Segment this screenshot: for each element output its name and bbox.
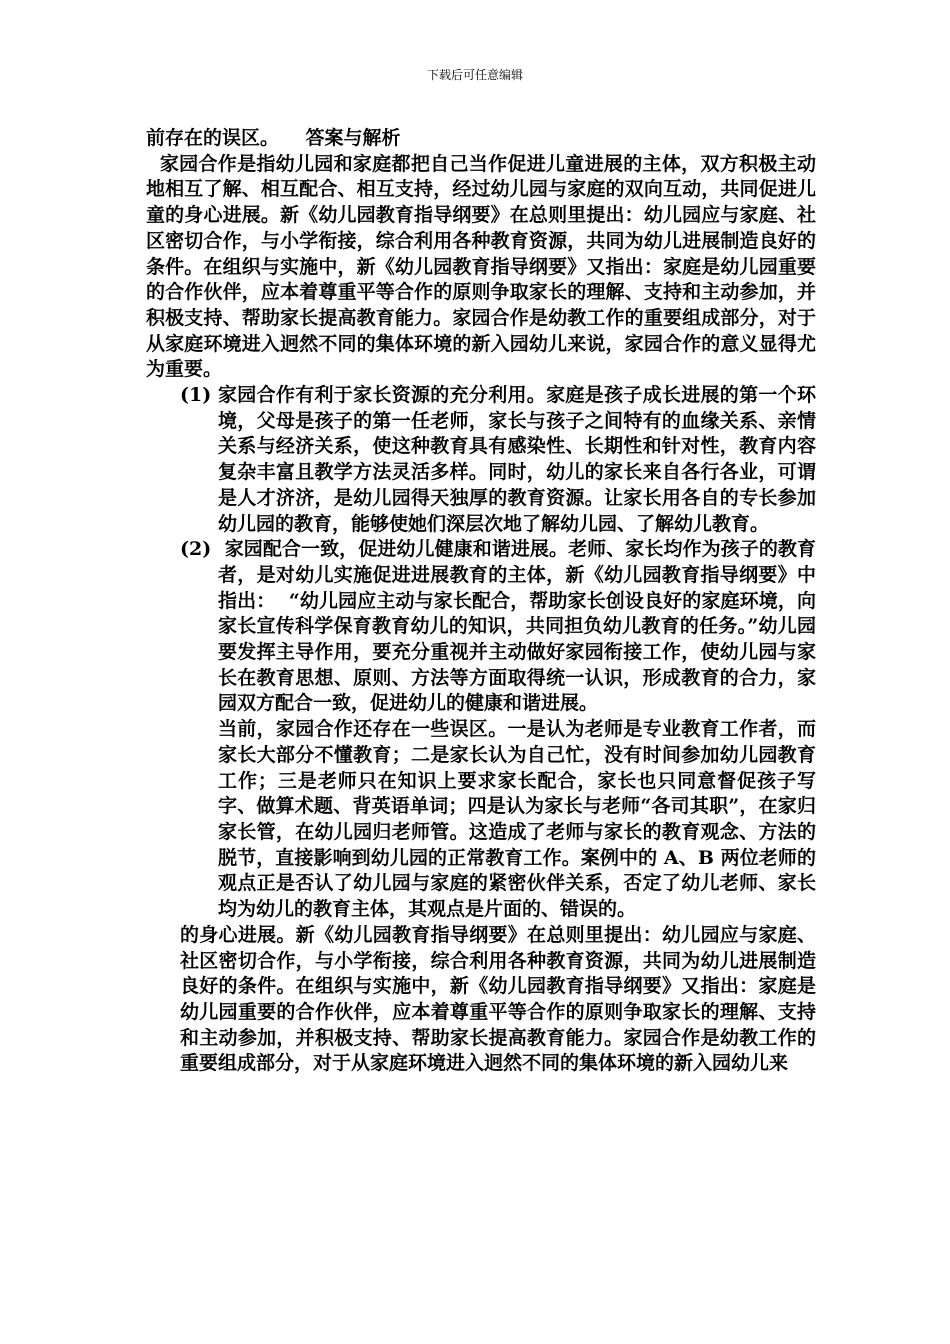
list-item-1: [146, 383, 816, 537]
tail-paragraph: 的身心进展。新《幼儿园教育指导纲要》在总则里提出：幼儿园应与家庭、社区密切合作，与小学衔接，综合利用各种教育资源，共同为幼儿进展制造良好的条件。在组织与实施中，新《幼儿园教育指导纲要》又指出：家庭是幼儿园重要的合作伙伴，应本着尊重平等合作的原则争取家长的理解、支持和主动参加，并积极支持、帮助家长提高教育能力。家园合作是幼教工作的重要组成部分，对于从家庭环境进入迥然不同的集体环境的新入园幼儿来: [180, 923, 816, 1075]
intro-paragraph: 家园合作是指幼儿园和家庭都把自己当作促进儿童进展的主体，双方积极主动地相互了解、相互配合、相互支持，经过幼儿园与家庭的双向互动，共同促进儿童的身心进展。新《幼儿园教育指导纲要》在总则里提出：幼儿园应与家庭、社区密切合作，与小学衔接，综合利用各种教育资源，共同为幼儿进展制造良好的条件。在组织与实施中，新《幼儿园教育指导纲要》又指出：家庭是幼儿园重要的合作伙伴，应本着尊重平等合作的原则争取家长的理解、支持和主动参加，并积极支持、帮助家长提高教育能力。家园合作是幼教工作的重要组成部分，对于从家庭环境进入迥然不同的集体环境的新入园幼儿来说，家园合作的意义显得尤为重要。: [146, 152, 816, 381]
list-item-text: 家园配合一致，促进幼儿健康和谐进展。老师、家长均作为孩子的教育者，是对幼儿实施促进进展教育的主体，新《幼儿园教育指导纲要》中指出： “幼儿园应主动与家长配合，帮助家长创设良好的家庭环境，向家长宣传科学保育教育幼儿的知识，共同担负幼儿教育的任务。”幼儿园要发挥主导作用，要充分重视并主动做好家园衔接工作，使幼儿园与家长在教育思想、原则、方法等方面取得统一认识，形成教育的合力，家园双方配合一致，促进幼儿的健康和谐进展。: [218, 538, 816, 715]
document-body: [146, 126, 816, 1077]
list-item-number: (2): [180, 538, 212, 561]
list-item-number: (1): [180, 384, 212, 407]
list-item-2-continuation: 当前，家园合作还存在一些误区。一是认为老师是专业教育工作者，而家长大部分不懂教育；二是家长认为自己忙，没有时间参加幼儿园教育工作；三是老师只在知识上要求家长配合，家长也只同意督促孩子写字、做算术题、背英语单词；四是认为家长与老师“各司其职”，在家归家长管，在幼儿园归老师管。这造成了老师与家长的教育观念、方法的脱节，直接影响到幼儿园的正常教育工作。案例中的 A、B 两位老师的观点正是否认了幼儿园与家庭的紧密伙伴关系，否定了幼儿老师、家长均为幼儿的教育主体，其观点是片面的、错误的。: [218, 718, 816, 921]
list-item-2: [146, 537, 816, 717]
section-heading: 前存在的误区。 答案与解析: [146, 127, 401, 149]
list-item-text: 家园合作有利于家长资源的充分利用。家庭是孩子成长进展的第一个环境，父母是孩子的第一任老师，家长与孩子之间特有的血缘关系、亲情关系与经济关系，使这种教育具有感染性、长期性和针对性，教育内容复杂丰富且教学方法灵活多样。同时，幼儿的家长来自各行各业，可谓是人才济济，是幼儿园得天独厚的教育资源。让家长用各自的专长参加幼儿园的教育，能够使她们深层次地了解幼儿园、了解幼儿教育。: [218, 384, 816, 535]
page-header: 下载后可任意编辑: [426, 68, 523, 82]
